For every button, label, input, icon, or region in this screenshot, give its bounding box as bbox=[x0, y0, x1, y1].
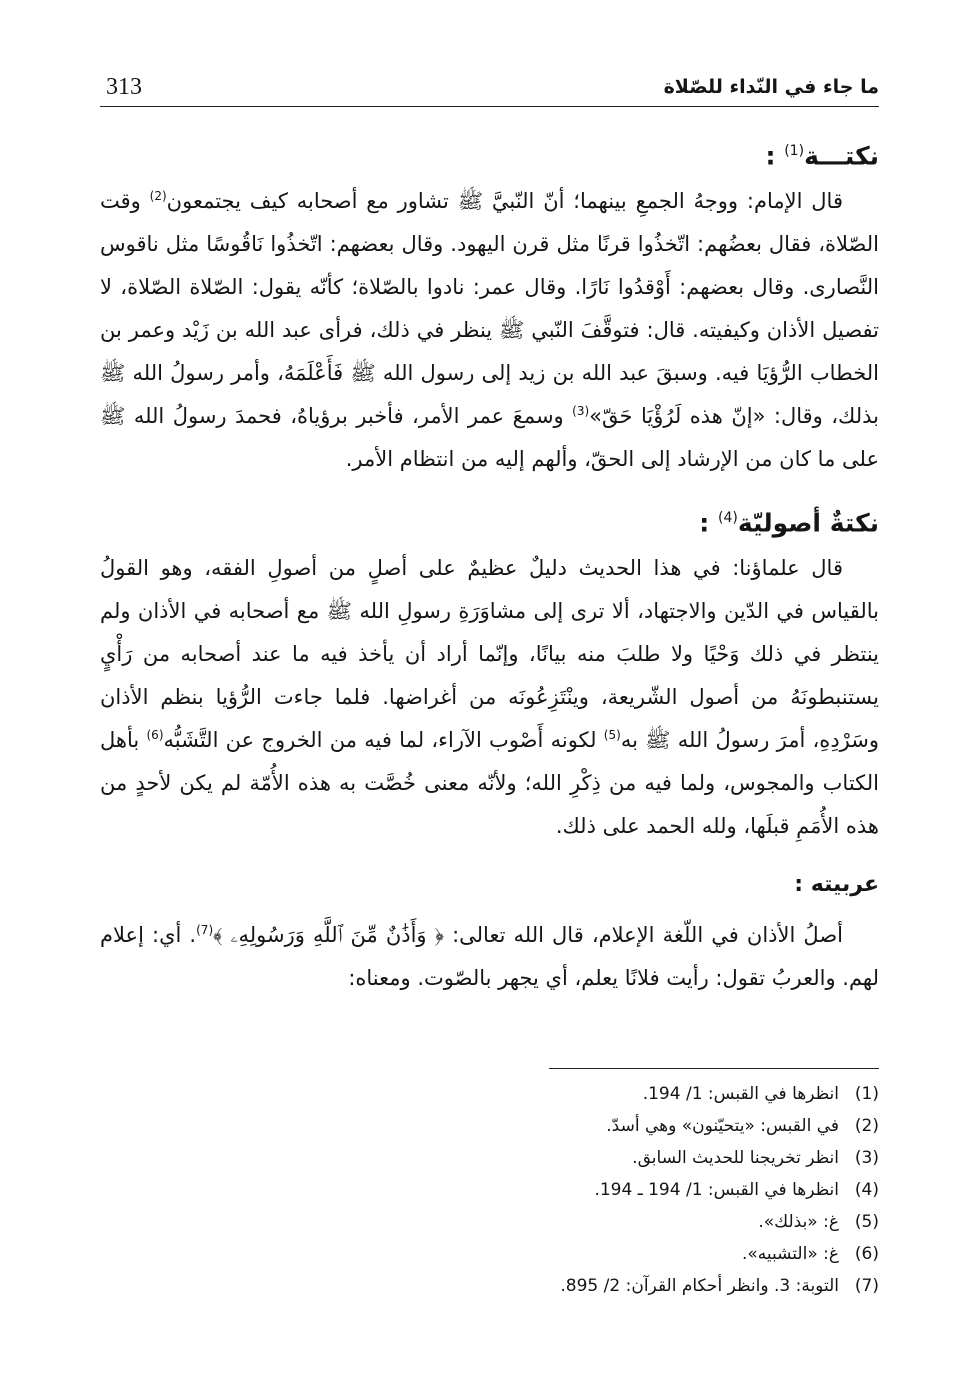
heading-colon: : bbox=[765, 141, 785, 171]
heading-text: عربيته : bbox=[794, 872, 879, 897]
text-run: وقت الصّلاة، فقال بعضُهم: اتّخذُوا قرنًا مثل قرن اليهود. وقال بعضهم: اتّخذُوا نَاقُوسًا مثل ناقوس النَّصارى. وقال بعضهم: أَوْقدُوا نَارًا. وقال عمر: نادوا بالصّلاة؛ كأنّه يقول: الصّلاة الصّلاة، لا تفصيل الأذان وكيفيته. قال: فتوقَّفَ النّبي ﷺ ينظر في ذلك، فرأى عبد الله بن زَيْد وعمر بن الخطاب الرُّؤيَا فيه. وسبقَ عبد الله بن زيد إلى رسول الله ﷺ فَأَعْلَمَهُ، وأمر رسولُ الله ﷺ بذلك، وقال: «إنّ هذه لَرُؤْيَا حَقّ» bbox=[100, 189, 879, 428]
footnote-item bbox=[100, 1270, 879, 1302]
text-run: لكونه أَصْوب الآراء، لما فيه من الخروج عن التَّشَبُّه bbox=[163, 728, 604, 752]
footnote-number: (1) bbox=[854, 1084, 879, 1104]
footnote-ref[interactable]: (3) bbox=[572, 404, 590, 418]
footnote-text: غ: «بذلك». bbox=[758, 1212, 839, 1232]
footnote-ref[interactable]: (2) bbox=[149, 189, 167, 203]
footnote-item bbox=[100, 1238, 879, 1270]
footnote-ref[interactable]: (1) bbox=[784, 143, 805, 159]
chapter-title: ما جاء في النّداء للصّلاة bbox=[663, 76, 879, 98]
footnote-ref[interactable]: (7) bbox=[196, 923, 214, 937]
footnote-text: غ: «التشبيه». bbox=[741, 1244, 839, 1264]
footnote-text: التوبة: 3. وانظر أحكام القرآن: 2/ 895. bbox=[560, 1276, 839, 1296]
heading-text: نكتـــة bbox=[804, 141, 879, 171]
footnote-separator bbox=[549, 1068, 879, 1069]
text-run: وسمعَ عمر الأمر، فأخبر برؤياهُ، فحمدَ رسولُ الله ﷺ على ما كان من الإرشاد إلى الحقّ، وألهم إليه من انتظام الأمر. bbox=[100, 404, 879, 471]
footnotes-list bbox=[100, 1078, 879, 1302]
text-run: بأهل الكتاب والمجوس، ولما فيه من ذِكْرِ الله؛ ولأنّه معنى خُصَّت به هذه الأُمّة لم يكن لأحدٍ من هذه الأُمَمِ قبلَها، ولله الحمد على ذلك. bbox=[100, 728, 879, 838]
footnote-number: (7) bbox=[854, 1276, 879, 1296]
footnote-text: انظرها في القبس: 1/ 194 ـ 194. bbox=[594, 1180, 839, 1200]
running-header bbox=[100, 70, 879, 107]
footnote-number: (6) bbox=[854, 1244, 879, 1264]
section-heading-usuliyya bbox=[100, 489, 879, 547]
main-text bbox=[100, 122, 879, 1008]
footnote-number: (4) bbox=[854, 1180, 879, 1200]
footnote-text: في القبس: «يتحيّنون» وهي أسدّ. bbox=[606, 1116, 839, 1136]
footnote-number: (2) bbox=[854, 1116, 879, 1136]
paragraph-usuliyya bbox=[100, 547, 879, 848]
text-run: أصلُ الأذان في اللّغة الإعلام، قال الله تعالى: ﴿ وَأَذَٰنٌ مِّنَ ٱللَّهِ وَرَسُولِهِۦ ﴾ bbox=[213, 923, 843, 947]
page-number: 313 bbox=[106, 74, 142, 100]
footnote-text: انظر تخريجنا للحديث السابق. bbox=[632, 1148, 839, 1168]
heading-text: نكتةٌ أصوليّة bbox=[737, 508, 879, 538]
footnote-ref[interactable]: (5) bbox=[603, 728, 621, 742]
text-run: . أي: إعلام لهم. والعربُ تقول: رأيت فلانًا يعلم، أي يجهر بالصّوت. ومعناه: bbox=[100, 923, 879, 990]
section-heading-nukta bbox=[100, 122, 879, 180]
section-heading-arabiyya bbox=[100, 856, 879, 914]
heading-colon: : bbox=[699, 508, 718, 538]
footnote-item bbox=[100, 1110, 879, 1142]
footnote-ref[interactable]: (4) bbox=[717, 510, 738, 526]
footnote-item bbox=[100, 1142, 879, 1174]
footnote-number: (3) bbox=[854, 1148, 879, 1168]
text-run: قال الإمام: ووجهُ الجمعِ بينهما؛ أنّ النّبيَّ ﷺ تشاور مع أصحابه كيف يجتمعون bbox=[166, 189, 843, 213]
footnote-item bbox=[100, 1174, 879, 1206]
paragraph-nukta bbox=[100, 180, 879, 481]
paragraph-arabiyya bbox=[100, 914, 879, 1000]
footnote-text: انظرها في القبس: 1/ 194. bbox=[642, 1084, 839, 1104]
footnote-ref[interactable]: (6) bbox=[146, 728, 164, 742]
footnote-item bbox=[100, 1206, 879, 1238]
footnote-number: (5) bbox=[854, 1212, 879, 1232]
text-run: قال علماؤنا: في هذا الحديث دليلٌ عظيمٌ على أصلٍ من أصولِ الفقه، وهو القولُ بالقياس في الدّين والاجتهاد، ألا ترى إلى مشاوَرَةِ رسولِ الله ﷺ مع أصحابه في الأذان ولم ينتظر في ذلك وَحْيًا ولا طلبَ منه بيانًا، وإنّما أراد أن يأخذ فيه ما عند أصحابه من رَأْيٍ يستنبطونَهُ من أصول الشّريعة، وينْتَزِعُونَه من أغراضها. فلما جاءت الرُّؤيا بنظم الأذان وسَرْدِهِ، أمرَ رسولُ الله ﷺ به bbox=[100, 556, 879, 752]
footnote-item bbox=[100, 1078, 879, 1110]
